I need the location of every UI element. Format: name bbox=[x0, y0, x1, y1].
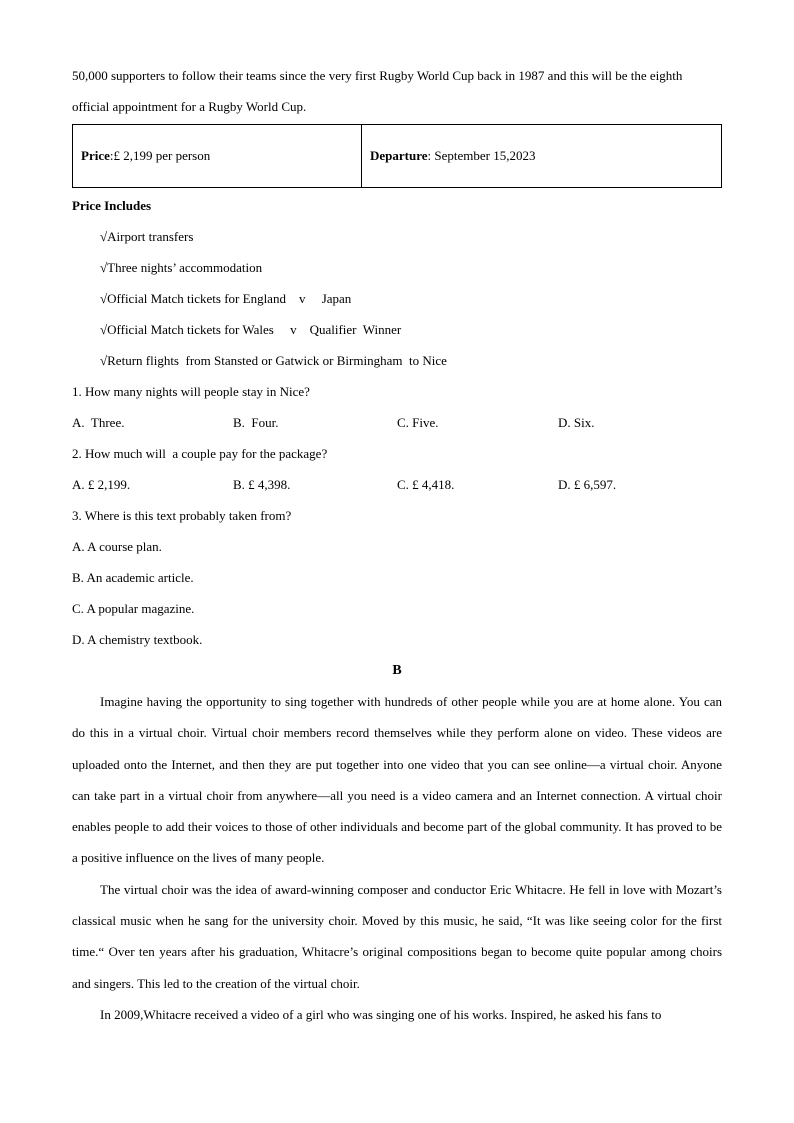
price-includes-title: Price Includes bbox=[72, 198, 152, 213]
intro-line-2: official appointment for a Rugby World Cup. bbox=[72, 99, 307, 114]
departure-value: : September 15,2023 bbox=[427, 148, 536, 163]
question-2-stem: 2. How much will a couple pay for the package? bbox=[72, 446, 328, 461]
include-item: √Three nights’ accommodation bbox=[100, 260, 263, 275]
departure-label: Departure bbox=[370, 148, 428, 163]
section-b-paragraph: In 2009,Whitacre received a video of a girl who was singing one of his works. Inspired, he asked his fans to bbox=[100, 1006, 662, 1022]
option-d: D. A chemistry textbook. bbox=[72, 632, 203, 647]
departure-cell bbox=[362, 125, 721, 187]
section-b-paragraph: The virtual choir was the idea of award-winning composer and conductor Eric Whitacre. He fell in love with Mozart’s classical music when he sang for the university choir. Moved by this music, he said, “It was like seeing color for the first time.“ Over ten years after his graduation, Whitacre’s original compositions began to become quite popular among choirs and singers. This led to the creation of the virtual choir. bbox=[72, 881, 722, 991]
intro-line-1: 50,000 supporters to follow their teams since the very first Rugby World Cup back in 1987 and this will be the eighth bbox=[72, 68, 683, 83]
option-a: A. £ 2,199. bbox=[72, 477, 131, 492]
include-item: √Official Match tickets for England v Japan bbox=[100, 291, 352, 306]
option-b: B. An academic article. bbox=[72, 570, 194, 585]
option-b: B. Four. bbox=[233, 415, 279, 430]
include-item: √Airport transfers bbox=[100, 229, 194, 244]
include-item: √Return flights from Stansted or Gatwick or Birmingham to Nice bbox=[100, 353, 447, 368]
document-page bbox=[72, 60, 722, 1030]
question-1-options bbox=[72, 407, 722, 438]
question-3-stem: 3. Where is this text probably taken from? bbox=[72, 508, 292, 523]
question-1-stem: 1. How many nights will people stay in Nice? bbox=[72, 384, 310, 399]
price-label: Price bbox=[81, 148, 110, 163]
price-value: :£ 2,199 per person bbox=[109, 148, 211, 163]
section-b-title: B bbox=[392, 663, 402, 678]
trip-info-table bbox=[72, 124, 722, 188]
option-c: C. A popular magazine. bbox=[72, 601, 195, 616]
section-b-paragraph: Imagine having the opportunity to sing together with hundreds of other people while you are at home alone. You can do this in a virtual choir. Virtual choir members record themselves while they perform alone on video. These videos are uploaded onto the Internet, and then they are put together into one video that you can see online—a virtual choir. Anyone can take part in a virtual choir from anywhere—all you need is a video camera and an Internet connection. A virtual choir enables people to add their voices to those of other individuals and become part of the global community. It has proved to be a positive influence on the lives of many people. bbox=[72, 694, 722, 866]
option-d: D. £ 6,597. bbox=[558, 477, 617, 492]
option-c: C. £ 4,418. bbox=[397, 477, 455, 492]
option-b: B. £ 4,398. bbox=[233, 477, 291, 492]
option-c: C. Five. bbox=[397, 415, 439, 430]
option-a: A. Three. bbox=[72, 415, 125, 430]
price-cell bbox=[73, 125, 362, 187]
option-a: A. A course plan. bbox=[72, 539, 162, 554]
option-d: D. Six. bbox=[558, 415, 595, 430]
include-item: √Official Match tickets for Wales v Qualifier Winner bbox=[100, 322, 402, 337]
question-2-options bbox=[72, 469, 722, 500]
